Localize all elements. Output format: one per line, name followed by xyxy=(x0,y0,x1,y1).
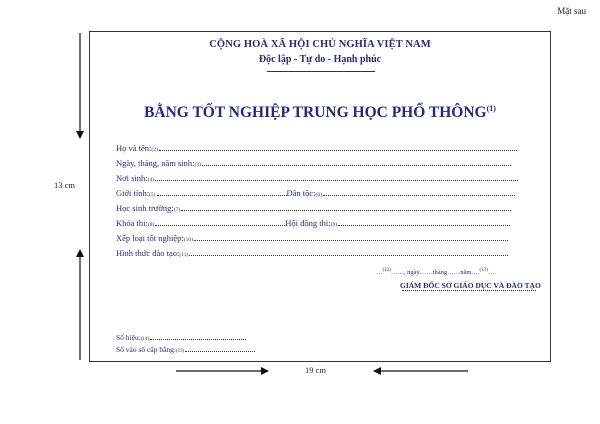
field-rank: Xếp loại tốt nghiệp: $_{(10)}$ xyxy=(116,233,508,243)
field-course-council: Khóa thi: $_{(8)}$ Hội đồng thi: $_{(9)}$ xyxy=(116,218,510,228)
field-school: Học sinh trường: $_{(7)}$ xyxy=(116,203,511,213)
field-birthplace: Nơi sinh: $_{(4)}$ xyxy=(116,173,518,183)
nation-header: CỘNG HOÀ XÃ HỘI CHỦ NGHĨA VIỆT NAM xyxy=(209,39,431,50)
field-dob: Ngày, tháng, năm sinh: $_{(3)}$ xyxy=(116,158,511,168)
title-note: (1) xyxy=(486,104,496,113)
motto-underline xyxy=(267,71,375,72)
footer-serial: Số hiệu: $_{(14)}$ xyxy=(116,333,246,342)
motto: Độc lập - Tự do - Hạnh phúc xyxy=(258,54,382,65)
height-label: 13 cm xyxy=(54,180,76,190)
field-gender-ethnicity: Giới tính: $_{(5)}$ Dân tộc: $_{(6)}$ xyxy=(116,188,515,198)
signature-title: GIÁM ĐỐC SỞ GIÁO DỤC VÀ ĐÀO TẠO xyxy=(400,281,541,290)
signature-dots xyxy=(402,290,536,291)
width-label: 19 cm xyxy=(305,365,327,375)
page-side-label: Mặt sau xyxy=(557,6,586,16)
signature-date-line: …$^{(12)}$……, ngày……tháng……năm….$^{(13)}$…. xyxy=(376,268,496,277)
field-name: Họ và tên: $_{(2)}$ xyxy=(116,143,517,153)
title-text: BẰNG TỐT NGHIỆP TRUNG HỌC PHỔ THÔNG xyxy=(144,104,487,122)
footer-register: Số vào sổ cấp bằng: $_{(15)}$ xyxy=(116,345,255,354)
certificate-title xyxy=(89,104,551,122)
field-mode: Hình thức đào tạo: $_{(11)}$ xyxy=(116,248,508,258)
